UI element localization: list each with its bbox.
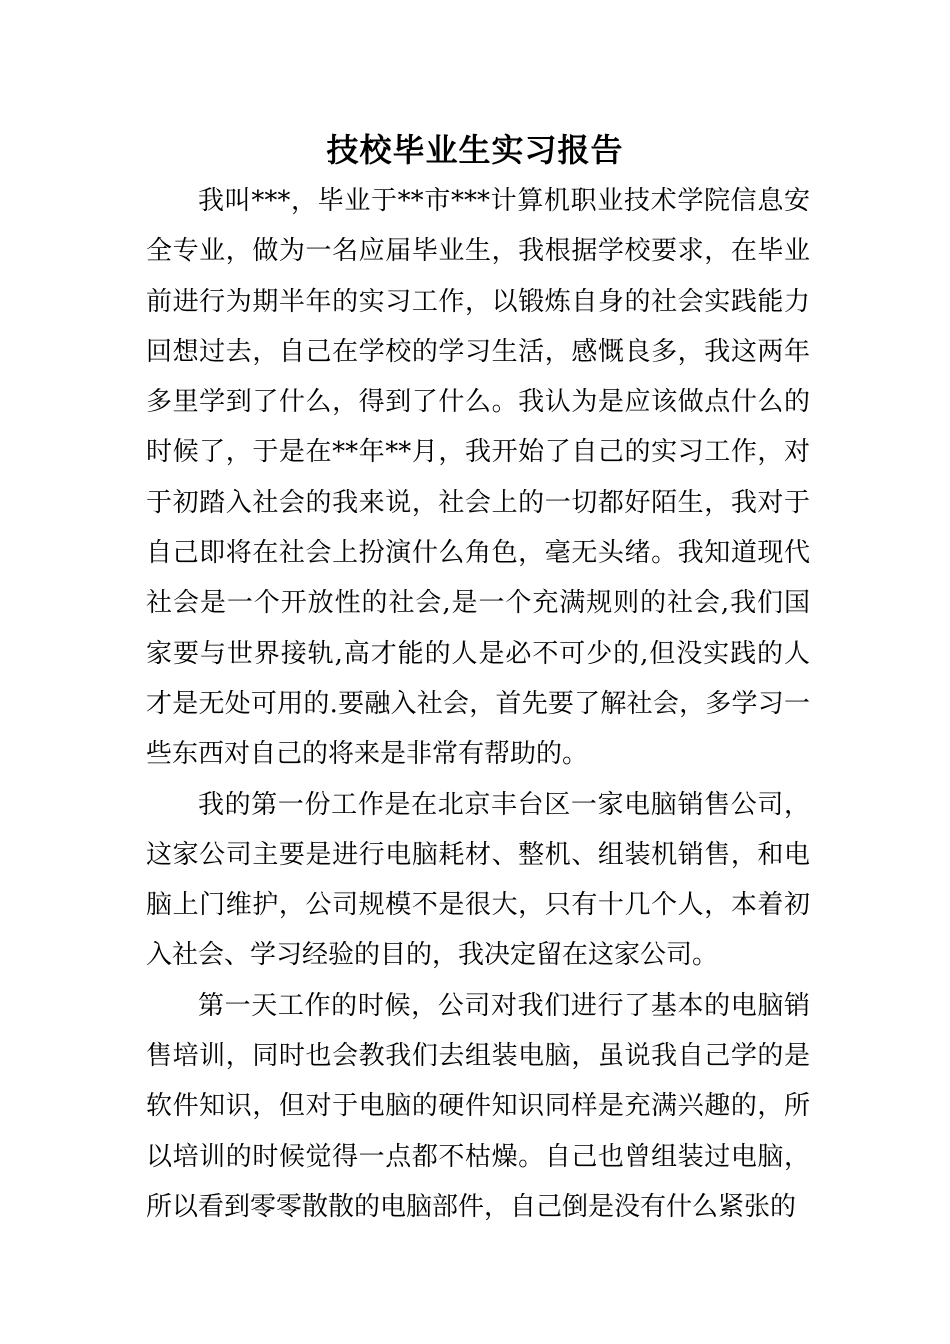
paragraph: 第一天工作的时候，公司对我们进行了基本的电脑销售培训，同时也会教我们去组装电脑，虽说我自己学的是软件知识，但对于电脑的硬件知识同样是充满兴趣的，所以培训的时候觉得一点都不枯燥。自己也曾组装过电脑，所以看到零零散散的电脑部件，自己倒是没有什么紧张的 bbox=[146, 990, 810, 1222]
document-body bbox=[146, 176, 810, 1232]
paragraph: 我的第一份工作是在北京丰台区一家电脑销售公司，这家公司主要是进行电脑耗材、整机、组装机销售，和电脑上门维护，公司规模不是很大，只有十几个人，本着初入社会、学习经验的目的，我决定留在这家公司。 bbox=[146, 789, 810, 971]
document-title: 技校毕业生实习报告 bbox=[326, 131, 624, 169]
paragraph: 我叫***，毕业于**市***计算机职业技术学院信息安全专业，做为一名应届毕业生，我根据学校要求，在毕业前进行为期半年的实习工作，以锻炼自身的社会实践能力回想过去，自己在学校的学习生活，感慨良多，我这两年多里学到了什么，得到了什么。我认为是应该做点什么的时候了，于是在**年**月，我开始了自己的实习工作，对于初踏入社会的我来说，社会上的一切都好陌生，我对于自己即将在社会上扮演什么角色，毫无头绪。我知道现代社会是一个开放性的社会,是一个充满规则的社会,我们国家要与世界接轨,高才能的人是必不可少的,但没实践的人才是无处可用的.要融入社会，首先要了解社会，多学习一些东西对自己的将来是非常有帮助的。 bbox=[146, 186, 810, 770]
